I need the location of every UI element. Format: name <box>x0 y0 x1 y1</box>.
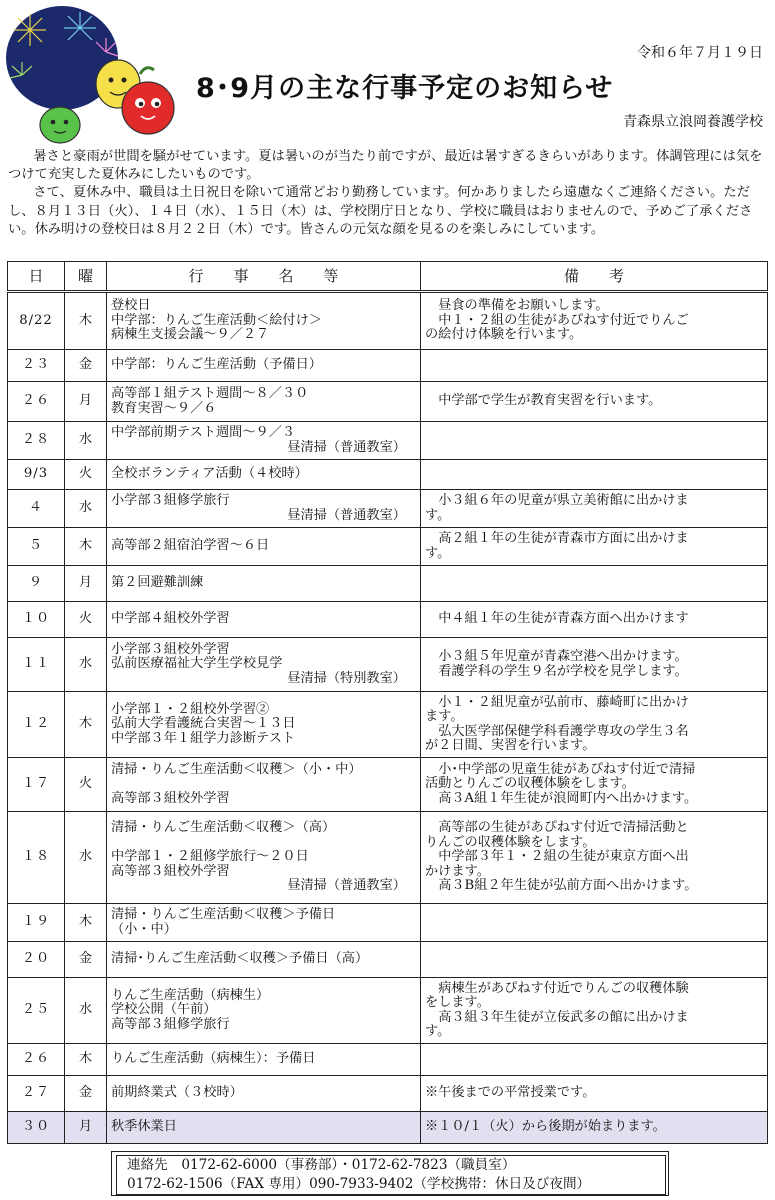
cell-event <box>107 460 421 490</box>
note-line: 中学部３年１・２組の生徒が東京方面へ出 <box>438 849 689 865</box>
header-note: 備 考 <box>421 262 768 292</box>
table-row <box>8 978 768 1044</box>
cell-event <box>107 1044 421 1076</box>
note-line: が２日間、実習を行います。 <box>425 738 596 753</box>
cell-event <box>107 350 421 382</box>
contact-box <box>116 1155 666 1195</box>
cell-event <box>107 904 421 942</box>
cell-event <box>107 978 421 1044</box>
cell-weekday: 火 <box>65 602 107 638</box>
cell-note <box>421 490 768 528</box>
table-row <box>8 350 768 382</box>
cell-event <box>107 566 421 602</box>
cell-note <box>421 382 768 422</box>
cell-weekday: 水 <box>65 978 107 1044</box>
table-row <box>8 758 768 812</box>
table-row <box>8 422 768 460</box>
cell-day: ２６ <box>8 1044 65 1076</box>
note-line: をします。 <box>425 995 490 1010</box>
event-line: りんご生産活動（病棟生） <box>111 987 270 1003</box>
note-line: 小３組６年の児童が県立美術館に出かけま <box>438 493 689 508</box>
school-name: 青森県立浪岡養護学校 <box>623 114 763 130</box>
note-line: の絵付け体験を行います。 <box>425 327 583 343</box>
event-line: 昼清掃（普通教室） <box>287 439 406 455</box>
cell-weekday: 水 <box>65 490 107 528</box>
note-line: 中４組１年の生徒が青森方面へ出かけます <box>438 611 689 627</box>
cell-note <box>421 638 768 692</box>
cell-note <box>421 1076 768 1112</box>
table-row <box>8 904 768 942</box>
event-line: りんご生産活動（病棟生）：予備日 <box>111 1051 316 1067</box>
event-line: 中学部３年１組学力診断テスト <box>111 730 296 746</box>
cell-event <box>107 528 421 566</box>
contact-line: 連絡先 0172-62-6000（事務部）・0172-62-7823（職員室） <box>127 1157 516 1173</box>
event-line: 清掃・りんご生産活動＜収穫＞予備日 <box>111 907 336 922</box>
event-line: 登校日 <box>111 298 151 314</box>
cell-weekday: 木 <box>65 692 107 758</box>
cell-note <box>421 692 768 758</box>
table-row <box>8 1112 768 1144</box>
cell-event <box>107 382 421 422</box>
cell-note <box>421 460 768 490</box>
event-line: 清掃・りんご生産活動＜収穫＞（高） <box>111 820 336 836</box>
cell-weekday: 水 <box>65 422 107 460</box>
cell-note <box>421 1044 768 1076</box>
note-line: ※午後までの平常授業です。 <box>425 1085 596 1101</box>
cell-weekday: 木 <box>65 292 107 350</box>
cell-note <box>421 602 768 638</box>
table-row <box>8 812 768 904</box>
cell-event <box>107 638 421 692</box>
note-line: 活動とりんごの収穫体験をします。 <box>425 776 635 792</box>
cell-event <box>107 602 421 638</box>
event-line: 学校公開（午前） <box>111 1002 217 1018</box>
contact-line: 0172-62-1506（FAX 専用）090-7933-9402（学校携帯：休日及び夜間） <box>127 1176 591 1192</box>
cell-weekday: 火 <box>65 460 107 490</box>
event-line: 前期終業式（３校時） <box>111 1085 243 1101</box>
note-line: 弘大医学部保健学科看護学専攻の学生３名 <box>438 723 689 739</box>
note-line: 小３組５年児童が青森空港へ出かけます。 <box>438 649 688 664</box>
cell-event <box>107 758 421 812</box>
cell-day: ４ <box>8 490 65 528</box>
cell-weekday: 金 <box>65 942 107 978</box>
note-line: ます。 <box>425 709 464 724</box>
cell-weekday: 月 <box>65 382 107 422</box>
cell-day: １２ <box>8 692 65 758</box>
cell-weekday: 月 <box>65 566 107 602</box>
cell-day: ２０ <box>8 942 65 978</box>
schedule-table <box>7 261 768 1144</box>
event-line: 高等部３組修学旅行 <box>111 1016 230 1032</box>
cell-event <box>107 1112 421 1144</box>
note-line: ※１０/１（火）から後期が始まります。 <box>425 1119 666 1135</box>
event-line: 小学部３組校外学習 <box>111 641 230 657</box>
table-row <box>8 292 768 350</box>
cell-day: ３０ <box>8 1112 65 1144</box>
cell-note <box>421 1112 768 1144</box>
cell-event <box>107 422 421 460</box>
cell-day: ２５ <box>8 978 65 1044</box>
cell-note <box>421 422 768 460</box>
cell-note <box>421 758 768 812</box>
cell-day: ２８ <box>8 422 65 460</box>
note-line: す。 <box>425 1024 451 1039</box>
note-line: かけます。 <box>425 863 490 879</box>
cell-day: １１ <box>8 638 65 692</box>
header-event: 行 事 名 等 <box>107 262 421 292</box>
event-line: 昼清掃（普通教室） <box>287 878 406 894</box>
event-line <box>111 777 416 792</box>
note-line: 中１・２組の生徒があぴねす付近でりんご <box>438 312 689 328</box>
mascot-fireworks-illustration <box>0 0 185 150</box>
event-line: 秋季休業日 <box>111 1119 177 1135</box>
header-day: 日 <box>8 262 65 292</box>
event-line: 高等部２組宿泊学習～６日 <box>111 538 270 554</box>
event-line: 弘前大学看護統合実習～１３日 <box>111 716 296 732</box>
event-line: 高等部１組テスト週間～８／３０ <box>111 386 309 401</box>
document-date: 令和６年７月１９日 <box>637 45 763 61</box>
schedule-body <box>8 292 768 1144</box>
table-row <box>8 692 768 758</box>
cell-weekday: 火 <box>65 758 107 812</box>
cell-day: ２７ <box>8 1076 65 1112</box>
intro-text <box>8 148 770 239</box>
cell-weekday: 金 <box>65 350 107 382</box>
intro-paragraph: 暑さと豪雨が世間を騒がせています。夏は暑いのが当たり前ですが、最近は暑すぎるきらいがあります。体調管理には気をつけて充実した夏休みにしたいものです。 <box>8 149 763 183</box>
cell-day: 9/3 <box>8 460 65 490</box>
event-line: 高等部３組校外学習 <box>111 863 230 879</box>
note-line: 高３A組１年生徒が浪岡町内へ出かけます。 <box>438 790 698 806</box>
cell-weekday: 木 <box>65 1044 107 1076</box>
note-line: 中学部で学生が教育実習を行います。 <box>438 393 662 409</box>
cell-weekday: 木 <box>65 528 107 566</box>
cell-note <box>421 292 768 350</box>
cell-note <box>421 812 768 904</box>
header-weekday: 曜 <box>65 262 107 292</box>
note-line: 病棟生があぴねす付近でりんごの収穫体験 <box>438 980 689 996</box>
cell-event <box>107 942 421 978</box>
cell-note <box>421 978 768 1044</box>
cell-weekday: 水 <box>65 638 107 692</box>
table-header-row <box>8 262 768 292</box>
note-line: 小１・２組児童が弘前市、藤崎町に出かけ <box>438 694 689 710</box>
event-line: 昼清掃（普通教室） <box>287 507 406 523</box>
table-row <box>8 566 768 602</box>
note-line: 小･中学部の児童生徒があぴねす付近で清掃 <box>438 761 696 777</box>
firework-icon <box>14 14 46 46</box>
cell-day: ２６ <box>8 382 65 422</box>
cell-weekday: 金 <box>65 1076 107 1112</box>
note-line: す。 <box>425 545 451 561</box>
event-line: 教育実習～９／６ <box>111 400 217 416</box>
table-row <box>8 490 768 528</box>
page-title: 8･9月の主な行事予定のお知らせ <box>196 73 614 104</box>
event-line: 中学部：りんご生産活動＜絵付け＞ <box>111 312 322 328</box>
note-line: 昼食の準備をお願いします。 <box>438 298 609 314</box>
event-line: （小・中） <box>111 921 177 937</box>
event-line: 中学部４組校外学習 <box>111 611 230 627</box>
event-line: 病棟生支援会議～９／２７ <box>111 327 270 343</box>
cell-day: ５ <box>8 528 65 566</box>
event-line: 中学部：りんご生産活動（予備日） <box>111 357 322 373</box>
event-line: 高等部３組校外学習 <box>111 790 230 806</box>
cell-note <box>421 528 768 566</box>
table-row <box>8 382 768 422</box>
note-line: 高３組３年生徒が立佞武多の館に出かけま <box>438 1009 689 1025</box>
cell-day: ９ <box>8 566 65 602</box>
cell-event <box>107 812 421 904</box>
cell-weekday: 木 <box>65 904 107 942</box>
cell-day: １７ <box>8 758 65 812</box>
cell-day: ２３ <box>8 350 65 382</box>
event-line: 小学部１・２組校外学習② <box>111 701 270 717</box>
cell-event <box>107 692 421 758</box>
cell-day: １８ <box>8 812 65 904</box>
cell-note <box>421 350 768 382</box>
cell-note <box>421 566 768 602</box>
event-line: 清掃・りんご生産活動＜収穫＞（小・中） <box>111 761 362 777</box>
table-row <box>8 460 768 490</box>
table-row <box>8 942 768 978</box>
note-line: 高等部の生徒があぴねす付近で清掃活動と <box>438 820 689 836</box>
event-line: 小学部３組修学旅行 <box>111 493 230 508</box>
event-line: 清掃･りんご生産活動＜収穫＞予備日（高） <box>111 951 369 967</box>
event-line: 第２回避難訓練 <box>111 575 204 591</box>
note-line: りんごの収穫体験をします。 <box>425 834 596 850</box>
event-line: 昼清掃（特別教室） <box>287 670 406 686</box>
note-line: 高２組１年の生徒が青森市方面に出かけま <box>438 531 689 546</box>
table-row <box>8 638 768 692</box>
table-row <box>8 528 768 566</box>
cell-event <box>107 1076 421 1112</box>
cell-event <box>107 292 421 350</box>
cell-day: １９ <box>8 904 65 942</box>
table-row <box>8 1044 768 1076</box>
note-line: 高３B組２年生徒が弘前方面へ出かけます。 <box>438 878 698 894</box>
event-line: 弘前医療福祉大学生学校見学 <box>111 656 283 672</box>
cell-weekday: 水 <box>65 812 107 904</box>
event-line: 中学部１・２組修学旅行～２０日 <box>111 849 309 865</box>
intro-paragraph: さて、夏休み中、職員は土日祝日を除いて通常どおり勤務しています。何かありましたら遠慮なくご連絡ください。ただし、８月１３日（火）、１４日（水）、１５日（木）は、学校閉庁日となり、学校に職員はおりませんので、予めご了承ください。休み明けの登校日は８月２２日（木）です。皆さんの元気な顔を見るのを楽しみにしています。 <box>8 185 753 237</box>
table-row <box>8 602 768 638</box>
note-line: 看護学科の学生９名が学校を見学します。 <box>438 663 688 679</box>
note-line: す。 <box>425 507 451 523</box>
cell-weekday: 月 <box>65 1112 107 1144</box>
cell-event <box>107 490 421 528</box>
table-row <box>8 1076 768 1112</box>
event-line: 中学部前期テスト週間～９／３ <box>111 425 296 440</box>
cell-day: １０ <box>8 602 65 638</box>
cell-note <box>421 942 768 978</box>
cell-note <box>421 904 768 942</box>
cell-day: 8/22 <box>8 292 65 350</box>
event-line: 全校ボランティア活動（４校時） <box>111 466 308 482</box>
